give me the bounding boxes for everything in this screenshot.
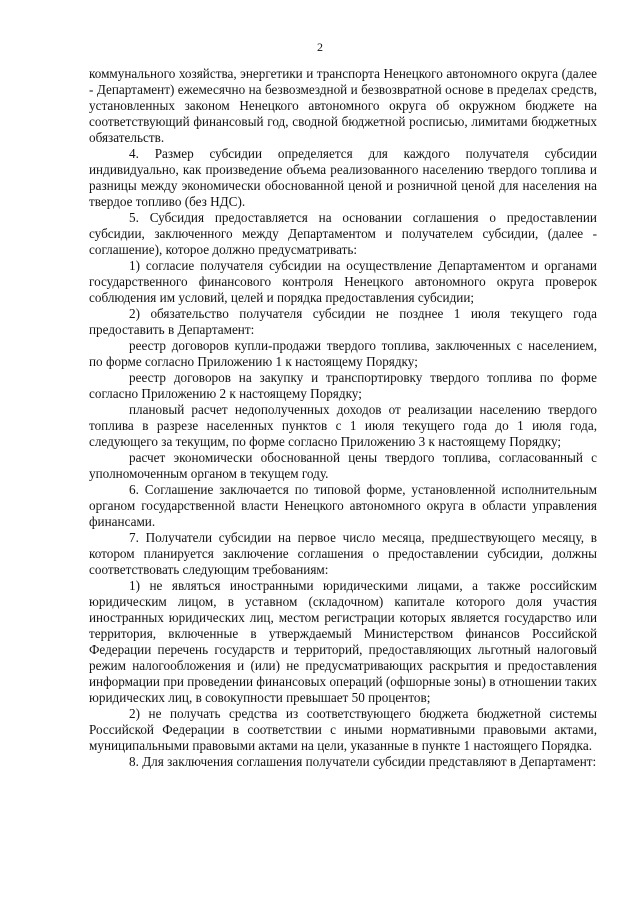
paragraph-item-8: 8. Для заключения соглашения получатели субсидии представляют в Департамент: (129, 754, 597, 769)
paragraph-item-6: 6. Соглашение заключается по типовой форме, установленной исполнительным органом государственной власти Ненецкого автономного округа в области управления финансами. (89, 482, 597, 529)
paragraph-planned-calculation: плановый расчет недополученных доходов от реализации населению твердого топлива в разрезе населенных пунктов с 1 июля текущего года до 1 июля года, следующего за текущим, по форме согласно Приложению 3 к настоящему Порядку; (89, 402, 597, 449)
paragraph-item-5: 5. Субсидия предоставляется на основании соглашения о предоставлении субсидии, заключенного между Департаментом и получателем субсидии, (далее - соглашение), которое должно предусматривать: (89, 210, 597, 257)
paragraph-item-4: 4. Размер субсидии определяется для каждого получателя субсидии индивидуально, как произведение объема реализованного населению твердого топлива и разницы между экономически обоснованной ценой и розничной ценой для населения на твердое топливо (без НДС). (89, 146, 597, 209)
paragraph-item-7-1: 1) не являться иностранными юридическими лицами, а также российским юридическим лицом, в уставном (складочном) капитале которого доля участия иностранных юридических лиц, местом регистрации которых является государство или территория, включенные в утверждаемый Министерством финансов Российской Федерации перечень государств и территорий, предоставляющих льготный налоговый режим налогообложения и (или) не предусматривающих раскрытия и предоставления информации при проведении финансовых операций (офшорные зоны) в отношении таких юридических лиц, в совокупности превышает 50 процентов; (89, 578, 597, 705)
paragraph-registry-purchase: реестр договоров на закупку и транспортировку твердого топлива по форме согласно Приложению 2 к настоящему Порядку; (89, 370, 597, 401)
paragraph-continuation: коммунального хозяйства, энергетики и транспорта Ненецкого автономного округа (далее - Департамент) ежемесячно на безвозмездной и безвозвратной основе в пределах средств, установленных законом Ненецкого автономного округа об окружном бюджете на соответствующий финансовый год, сводной бюджетной росписью, лимитами бюджетных обязательств. (89, 66, 597, 145)
paragraph-item-7-2: 2) не получать средства из соответствующего бюджета бюджетной системы Российской Федерации в соответствии с иными нормативными правовыми актами, муниципальными правовыми актами на цели, указанные в пункте 1 настоящего Порядка. (89, 706, 597, 753)
paragraph-item-5-1: 1) согласие получателя субсидии на осуществление Департаментом и органами государственного финансового контроля Ненецкого автономного округа проверок соблюдения им условий, целей и порядка предоставления субсидии; (89, 258, 597, 305)
paragraph-price-calculation: расчет экономически обоснованной цены твердого топлива, согласованный с уполномоченным органом в текущем году. (89, 450, 597, 481)
paragraph-item-7: 7. Получатели субсидии на первое число месяца, предшествующего месяцу, в котором планируется заключение соглашения о предоставлении субсидии, должны соответствовать следующим требованиям: (89, 530, 597, 577)
paragraph-registry-sales: реестр договоров купли-продажи твердого топлива, заключенных с населением, по форме согласно Приложению 1 к настоящему Порядку; (89, 338, 597, 369)
document-body (89, 66, 597, 770)
paragraph-item-5-2: 2) обязательство получателя субсидии не позднее 1 июля текущего года предоставить в Департамент: (89, 306, 597, 337)
page-number: 2 (317, 40, 323, 54)
